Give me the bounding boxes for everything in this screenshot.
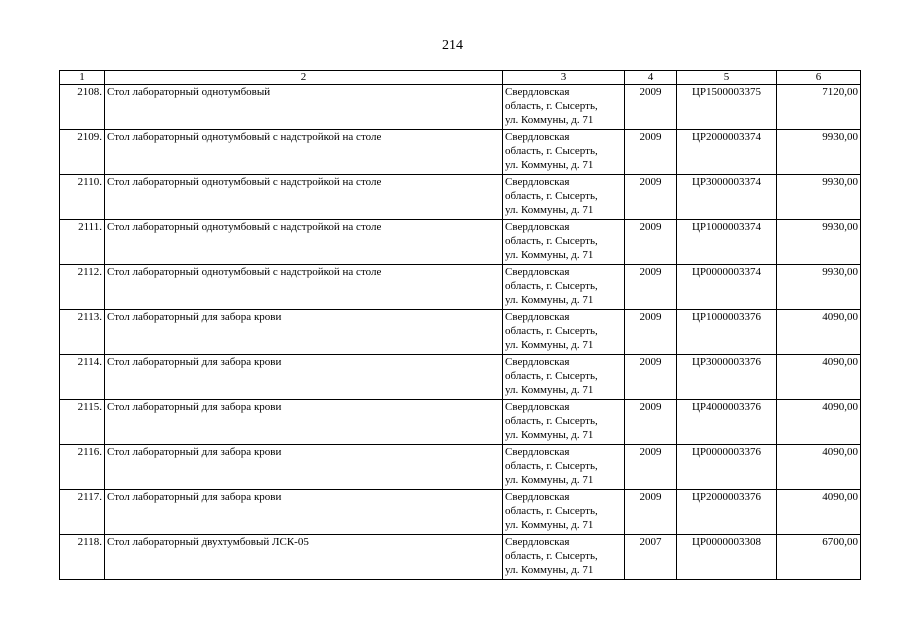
row-number: 2118. — [60, 535, 105, 580]
item-cost: 4090,00 — [777, 445, 861, 490]
item-address: Свердловская область, г. Сысерть, ул. Коммуны, д. 71 — [503, 310, 625, 355]
item-address: Свердловская область, г. Сысерть, ул. Коммуны, д. 71 — [503, 535, 625, 580]
item-year: 2009 — [625, 265, 677, 310]
item-cost: 9930,00 — [777, 265, 861, 310]
item-year: 2009 — [625, 490, 677, 535]
item-cost: 7120,00 — [777, 85, 861, 130]
inventory-code: ЦР0000003308 — [677, 535, 777, 580]
inventory-code: ЦР2000003374 — [677, 130, 777, 175]
inventory-code: ЦР3000003374 — [677, 175, 777, 220]
column-header: 1 — [60, 71, 105, 85]
inventory-code: ЦР3000003376 — [677, 355, 777, 400]
item-year: 2009 — [625, 130, 677, 175]
table-row — [60, 445, 861, 490]
table-row — [60, 310, 861, 355]
item-address: Свердловская область, г. Сысерть, ул. Коммуны, д. 71 — [503, 355, 625, 400]
column-header: 6 — [777, 71, 861, 85]
row-number: 2117. — [60, 490, 105, 535]
item-year: 2009 — [625, 400, 677, 445]
item-year: 2009 — [625, 310, 677, 355]
item-year: 2007 — [625, 535, 677, 580]
inventory-code: ЦР1500003375 — [677, 85, 777, 130]
table-row — [60, 490, 861, 535]
inventory-table — [59, 70, 861, 580]
inventory-code: ЦР2000003376 — [677, 490, 777, 535]
table-row — [60, 175, 861, 220]
row-number: 2110. — [60, 175, 105, 220]
column-header: 3 — [503, 71, 625, 85]
column-header: 2 — [105, 71, 503, 85]
row-number: 2114. — [60, 355, 105, 400]
table-row — [60, 535, 861, 580]
item-name: Стол лабораторный однотумбовый с надстройкой на столе — [105, 175, 503, 220]
item-name: Стол лабораторный для забора крови — [105, 400, 503, 445]
inventory-code: ЦР4000003376 — [677, 400, 777, 445]
row-number: 2116. — [60, 445, 105, 490]
inventory-code: ЦР0000003374 — [677, 265, 777, 310]
row-number: 2113. — [60, 310, 105, 355]
inventory-code: ЦР1000003376 — [677, 310, 777, 355]
table-row — [60, 85, 861, 130]
item-name: Стол лабораторный для забора крови — [105, 355, 503, 400]
item-address: Свердловская область, г. Сысерть, ул. Коммуны, д. 71 — [503, 220, 625, 265]
table-row — [60, 265, 861, 310]
item-name: Стол лабораторный однотумбовый — [105, 85, 503, 130]
item-address: Свердловская область, г. Сысерть, ул. Коммуны, д. 71 — [503, 265, 625, 310]
item-year: 2009 — [625, 445, 677, 490]
item-cost: 9930,00 — [777, 130, 861, 175]
row-number: 2108. — [60, 85, 105, 130]
item-name: Стол лабораторный для забора крови — [105, 490, 503, 535]
item-year: 2009 — [625, 355, 677, 400]
item-address: Свердловская область, г. Сысерть, ул. Коммуны, д. 71 — [503, 175, 625, 220]
table-row — [60, 220, 861, 265]
row-number: 2115. — [60, 400, 105, 445]
item-cost: 4090,00 — [777, 490, 861, 535]
item-address: Свердловская область, г. Сысерть, ул. Коммуны, д. 71 — [503, 445, 625, 490]
inventory-code: ЦР1000003374 — [677, 220, 777, 265]
page-number: 214 — [442, 38, 463, 53]
inventory-code: ЦР0000003376 — [677, 445, 777, 490]
item-name: Стол лабораторный однотумбовый с надстройкой на столе — [105, 265, 503, 310]
item-name: Стол лабораторный однотумбовый с надстройкой на столе — [105, 220, 503, 265]
row-number: 2112. — [60, 265, 105, 310]
table-row — [60, 130, 861, 175]
item-cost: 4090,00 — [777, 400, 861, 445]
column-header: 5 — [677, 71, 777, 85]
item-address: Свердловская область, г. Сысерть, ул. Коммуны, д. 71 — [503, 85, 625, 130]
item-address: Свердловская область, г. Сысерть, ул. Коммуны, д. 71 — [503, 130, 625, 175]
item-address: Свердловская область, г. Сысерть, ул. Коммуны, д. 71 — [503, 490, 625, 535]
item-cost: 9930,00 — [777, 220, 861, 265]
item-name: Стол лабораторный для забора крови — [105, 310, 503, 355]
item-year: 2009 — [625, 175, 677, 220]
item-cost: 9930,00 — [777, 175, 861, 220]
column-header: 4 — [625, 71, 677, 85]
table-row — [60, 355, 861, 400]
item-name: Стол лабораторный для забора крови — [105, 445, 503, 490]
table-row — [60, 400, 861, 445]
item-year: 2009 — [625, 220, 677, 265]
table-header-row — [60, 71, 861, 85]
item-name: Стол лабораторный двухтумбовый ЛСК-05 — [105, 535, 503, 580]
row-number: 2109. — [60, 130, 105, 175]
row-number: 2111. — [60, 220, 105, 265]
item-cost: 4090,00 — [777, 355, 861, 400]
item-cost: 6700,00 — [777, 535, 861, 580]
item-address: Свердловская область, г. Сысерть, ул. Коммуны, д. 71 — [503, 400, 625, 445]
item-year: 2009 — [625, 85, 677, 130]
item-cost: 4090,00 — [777, 310, 861, 355]
item-name: Стол лабораторный однотумбовый с надстройкой на столе — [105, 130, 503, 175]
